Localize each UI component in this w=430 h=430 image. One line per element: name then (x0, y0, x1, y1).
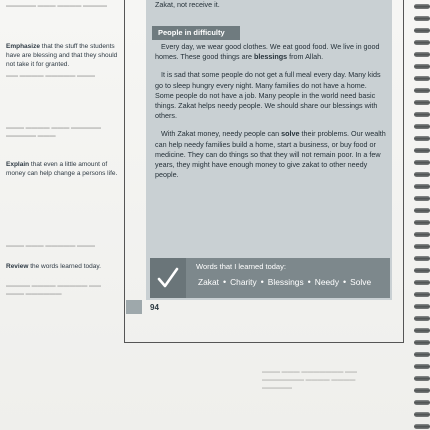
checkmark-icon (150, 258, 186, 298)
spiral-ring (414, 88, 430, 94)
spiral-ring (414, 220, 430, 226)
keyword-blessings: blessings (253, 52, 288, 62)
bullet-separator: • (260, 277, 264, 287)
teacher-note-review (6, 262, 120, 271)
section-heading: People in difficulty (152, 26, 240, 40)
spiral-ring (414, 196, 430, 202)
spiral-ring (414, 424, 430, 430)
spiral-ring (414, 160, 430, 166)
frame-border-bottom (124, 342, 404, 343)
spiral-ring (414, 100, 430, 106)
spiral-ring (414, 28, 430, 34)
spiral-ring (414, 304, 430, 310)
frame-border-left (124, 0, 125, 342)
bleed-through-text: ▬▬▬▬ ▬▬▬▬ ▬▬▬▬▬ ▬▬ ▬▬▬ ▬▬▬▬▬▬ (6, 283, 102, 297)
spiral-ring (414, 52, 430, 58)
spiral-ring (414, 148, 430, 154)
spiral-ring (414, 256, 430, 262)
vocabulary-word: Needy (314, 277, 340, 287)
vocabulary-word: Solve (350, 277, 372, 287)
spiral-ring (414, 208, 430, 214)
keyword-solve: solve (281, 129, 300, 139)
spiral-ring (414, 76, 430, 82)
frame-border-right (403, 0, 404, 343)
paragraph-needy-people: It is sad that some people do not get a full meal every day. Many kids go to sleep hungry every night. Many families do not have a home. Some people do not have a job. Many people in the world need basic things. Zakat helps needy people. We should share our blessings with others. (155, 70, 381, 121)
vocabulary-word: Zakat (198, 277, 219, 287)
bleed-through-text: ▬▬▬ ▬▬▬ ▬▬▬▬▬ ▬▬▬ (6, 243, 96, 249)
bleed-through-text: ▬▬▬ ▬▬▬ ▬▬▬▬▬▬▬ ▬▬ ▬▬▬▬▬▬▬ ▬▬▬▬ ▬▬▬▬ ▬▬▬▬▬ (262, 369, 358, 391)
spiral-ring (414, 172, 430, 178)
spiral-ring (414, 184, 430, 190)
bleed-through-text: ▬▬▬ ▬▬▬▬ ▬▬▬ ▬▬▬▬▬ ▬▬▬▬▬ ▬▬▬ (6, 125, 102, 139)
spiral-ring (414, 268, 430, 274)
spiral-ring (414, 388, 430, 394)
bullet-separator: • (343, 277, 347, 287)
spiral-ring (414, 244, 430, 250)
bleed-through-text: ▬▬▬▬▬ ▬▬▬ ▬▬▬▬ ▬▬▬▬ (6, 3, 108, 9)
page-number: 94 (150, 303, 159, 312)
spiral-ring (414, 232, 430, 238)
spiral-ring (414, 112, 430, 118)
bullet-separator: • (307, 277, 311, 287)
vocabulary-word-list (198, 275, 388, 289)
page-number-tab (126, 300, 142, 314)
spiral-ring (414, 316, 430, 322)
spiral-ring (414, 136, 430, 142)
note-keyword: Emphasize (6, 43, 40, 50)
note-text: that even a little amount of money can help change a persons life. (6, 161, 118, 177)
spiral-ring (414, 376, 430, 382)
previous-section-end: Zakat, not receive it. (155, 0, 220, 9)
note-text: that the stuff the students have are blessing and that they should not take it for granted. (6, 43, 118, 68)
vocabulary-title: Words that I learned today: (196, 262, 286, 271)
note-text: the words learned today. (28, 263, 101, 270)
spiral-ring (414, 364, 430, 370)
note-keyword: Explain (6, 161, 30, 168)
vocabulary-word: Charity (230, 277, 257, 287)
teacher-note-emphasize (6, 42, 120, 69)
spiral-ring (414, 4, 430, 10)
teacher-note-explain (6, 160, 120, 178)
paragraph-solve: With Zakat money, needy people can solve their problems. Our wealth can help needy families build a home, start a business, or buy food or medicine. They can do things so that they will not remain poor. In a few years, they might have enough money to give zakat to other needy people. (155, 129, 386, 180)
spiral-ring (414, 280, 430, 286)
bullet-separator: • (222, 277, 227, 287)
spiral-ring (414, 64, 430, 70)
paragraph-blessings: Every day, we wear good clothes. We eat good food. We live in good homes. These good things are blessings from Allah. (155, 42, 380, 62)
vocabulary-word: Blessings (267, 277, 304, 287)
spiral-ring (414, 16, 430, 22)
spiral-ring (414, 400, 430, 406)
spiral-ring (414, 352, 430, 358)
spiral-ring (414, 340, 430, 346)
spiral-ring (414, 40, 430, 46)
spiral-ring (414, 292, 430, 298)
spiral-ring (414, 412, 430, 418)
note-keyword: Review (6, 263, 29, 270)
book-page-panel (146, 0, 392, 300)
spiral-ring (414, 328, 430, 334)
spiral-ring (414, 124, 430, 130)
bleed-through-text: ▬▬ ▬▬▬▬ ▬▬▬▬▬ ▬▬▬ (6, 73, 96, 79)
